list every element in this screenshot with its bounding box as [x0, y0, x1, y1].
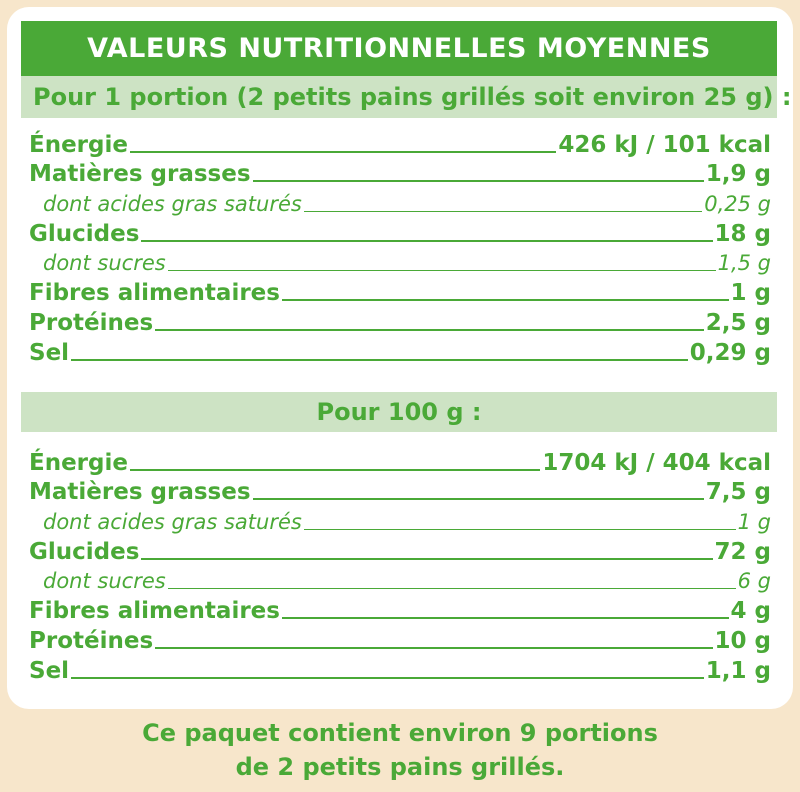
nutrient-value: 18 g	[714, 220, 771, 247]
dotted-leader	[71, 359, 688, 361]
nutrient-value: 426 kJ / 101 kcal	[558, 131, 771, 158]
dotted-leader	[304, 529, 736, 530]
footer-line-2: de 2 petits pains grillés.	[235, 753, 565, 781]
nutrient-row-energy	[29, 128, 771, 158]
nutrient-row-saturated-fat	[29, 187, 771, 217]
nutrient-row-energy	[29, 446, 771, 476]
nutrient-row-salt	[29, 336, 771, 366]
footer-line-1: Ce paquet contient environ 9 portions	[142, 719, 658, 747]
nutrient-row-carbs	[29, 217, 771, 247]
dotted-leader	[130, 469, 540, 471]
nutrient-value: 72 g	[714, 538, 771, 565]
dotted-leader	[253, 498, 704, 500]
dotted-leader	[155, 647, 712, 649]
nutrient-row-fiber	[29, 276, 771, 306]
nutrient-value: 4 g	[730, 598, 771, 625]
nutrient-label: Énergie	[29, 131, 128, 158]
dotted-leader	[282, 617, 729, 619]
nutrient-value: 0,29 g	[689, 339, 771, 366]
dotted-leader	[253, 180, 704, 182]
nutrient-label: Énergie	[29, 449, 128, 476]
nutrient-label: Fibres alimentaires	[29, 280, 280, 307]
nutrient-label: Matières grasses	[29, 161, 251, 188]
dotted-leader	[71, 677, 704, 679]
dotted-leader	[155, 329, 704, 331]
dotted-leader	[130, 151, 556, 153]
dotted-leader	[304, 211, 702, 212]
nutrient-label: Sel	[29, 657, 70, 684]
per100-header: Pour 100 g :	[21, 392, 777, 432]
nutrient-row-protein	[29, 306, 771, 336]
nutrient-row-carbs	[29, 535, 771, 565]
nutrient-value: 10 g	[714, 627, 771, 654]
nutrient-label: Matières grasses	[29, 479, 251, 506]
nutrient-label: Sel	[29, 339, 70, 366]
nutrient-value: 1 g	[737, 510, 771, 535]
nutrient-row-saturated-fat	[29, 505, 771, 535]
portion-rows	[29, 128, 771, 366]
nutrient-label: dont acides gras saturés	[43, 192, 302, 217]
dotted-leader	[141, 558, 712, 560]
nutrient-value: 1 g	[730, 280, 771, 307]
dotted-leader	[141, 240, 712, 242]
nutrient-value: 1,9 g	[705, 161, 771, 188]
nutrient-row-fiber	[29, 594, 771, 624]
per100-rows	[29, 446, 771, 684]
nutrient-value: 1704 kJ / 404 kcal	[542, 449, 771, 476]
nutrient-label: Protéines	[29, 309, 154, 336]
nutrient-row-protein	[29, 624, 771, 654]
nutrient-row-salt	[29, 654, 771, 684]
package-portions-note	[0, 716, 800, 784]
nutrient-value: 2,5 g	[705, 309, 771, 336]
table-title: VALEURS NUTRITIONNELLES MOYENNES	[21, 21, 777, 76]
nutrient-label: Fibres alimentaires	[29, 598, 280, 625]
nutrition-table-card	[7, 7, 793, 709]
portion-header: Pour 1 portion (2 petits pains grillés soit environ 25 g) :	[21, 76, 777, 118]
nutrient-value: 1,5 g	[717, 251, 771, 276]
nutrient-row-sugars	[29, 247, 771, 277]
nutrient-value: 1,1 g	[705, 657, 771, 684]
nutrient-value: 6 g	[737, 569, 771, 594]
nutrient-value: 0,25 g	[704, 192, 771, 217]
nutrient-row-fat	[29, 158, 771, 188]
nutrient-row-sugars	[29, 565, 771, 595]
nutrient-label: dont sucres	[43, 569, 166, 594]
dotted-leader	[282, 299, 729, 301]
dotted-leader	[168, 270, 716, 271]
nutrient-label: Glucides	[29, 220, 140, 247]
dotted-leader	[168, 588, 736, 589]
nutrient-label: dont sucres	[43, 251, 166, 276]
nutrient-label: dont acides gras saturés	[43, 510, 302, 535]
nutrient-value: 7,5 g	[705, 479, 771, 506]
nutrient-label: Protéines	[29, 627, 154, 654]
nutrient-row-fat	[29, 476, 771, 506]
nutrient-label: Glucides	[29, 538, 140, 565]
